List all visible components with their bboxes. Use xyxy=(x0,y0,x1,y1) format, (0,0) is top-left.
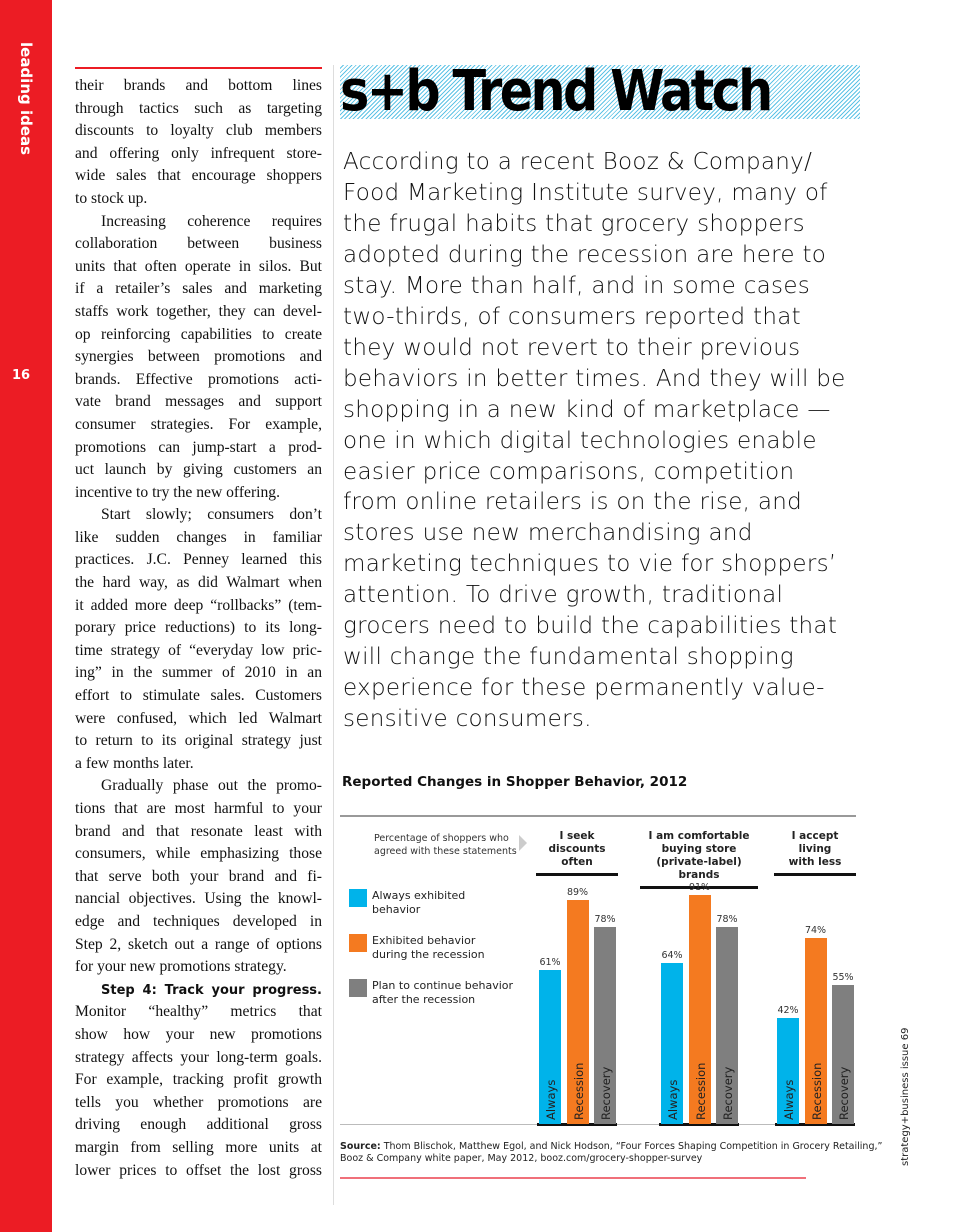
intro-line: from online retailers is on the rise, and xyxy=(343,489,803,516)
intro-line: two-thirds, of consumers reported that xyxy=(343,303,801,330)
body-line: for your new promotions strategy. xyxy=(75,958,287,976)
bar-series-label: Recession xyxy=(809,1062,824,1120)
body-line: lower prices to offset the lost gross xyxy=(75,1161,322,1179)
intro-line: one in which digital technologies enable xyxy=(343,427,817,454)
body-line: time strategy of “everyday low pric- xyxy=(75,641,322,659)
body-line: it added more deep “rollbacks” (tem- xyxy=(75,596,322,614)
intro-line: the frugal habits that grocery shoppers xyxy=(343,210,805,237)
body-line: a few months later. xyxy=(75,754,194,772)
chart-title: Reported Changes in Shopper Behavior, 2012 xyxy=(342,774,688,790)
category-header-line: I seek xyxy=(559,830,595,842)
body-line xyxy=(75,979,322,1002)
category-header-line: (private-label) brands xyxy=(656,856,742,881)
intro-line: marketing techniques to vie for shoppers’ xyxy=(343,551,837,578)
body-line: uct launch by giving customers an xyxy=(75,461,322,479)
body-line: the hard way, as did Walmart when xyxy=(75,574,322,592)
bar xyxy=(594,927,616,1124)
intro-line: sensitive consumers. xyxy=(343,706,592,733)
body-line: Start slowly; consumers don’t xyxy=(101,506,322,524)
body-line: staffs work together, they can devel- xyxy=(75,302,322,320)
bar xyxy=(832,985,854,1124)
bar-value-label: 89% xyxy=(566,886,589,898)
intro-line: will change the fundamental shopping xyxy=(343,644,794,671)
body-line: incentive to try the new offering. xyxy=(75,483,280,501)
category-header xyxy=(640,830,758,889)
category-header-line: buying store xyxy=(661,843,737,855)
chart-top-rule xyxy=(340,815,856,817)
body-line: practices. J.C. Penney learned this xyxy=(75,551,322,569)
body-line: strategy affects your long-term goals. xyxy=(75,1048,322,1066)
bar xyxy=(567,900,589,1124)
legend-swatch xyxy=(349,979,367,997)
feature-title-band xyxy=(340,59,860,124)
bar-value-label: 55% xyxy=(832,972,854,984)
body-line: driving enough additional gross xyxy=(75,1116,322,1134)
intro-line: grocers need to build the capabilities that xyxy=(343,613,838,640)
body-line: their brands and bottom lines xyxy=(75,77,322,94)
body-line: were confused, which led Walmart xyxy=(75,709,322,727)
category-header-line: with less xyxy=(788,856,842,868)
intro-line: shopping in a new kind of marketplace — xyxy=(343,396,831,423)
intro-line: easier price comparisons, competition xyxy=(343,458,795,485)
legend-label-line: Plan to continue behavior xyxy=(372,979,514,992)
body-line: Gradually phase out the promo- xyxy=(101,777,322,795)
bar-series-label: Recovery xyxy=(599,1066,613,1120)
intro-line: stores use new merchandising and xyxy=(343,520,753,547)
intro-line: behaviors in better times. And they will be xyxy=(343,365,846,392)
legend-label xyxy=(372,889,465,917)
body-line: to return to its original strategy just xyxy=(75,732,322,750)
body-line: brand and that resonate least with xyxy=(75,822,322,840)
body-line: units that often operate in silos. But xyxy=(75,257,322,275)
intro-line: they would not revert to their previous xyxy=(343,334,801,361)
footer-issue: strategy+business issue 69 xyxy=(900,1027,911,1166)
intro-line: Food Marketing Institute survey, many of xyxy=(343,179,828,206)
bar-value-label: 78% xyxy=(594,914,616,926)
legend-label-line: during the recession xyxy=(372,948,485,961)
intro-line: adopted during the recession are here to xyxy=(343,241,827,268)
body-line: For example, tracking profit growth xyxy=(75,1071,322,1089)
section-sidebar xyxy=(0,0,52,1232)
body-line: tions that are most harmful to your xyxy=(75,800,322,817)
bar-series-label: Recession xyxy=(693,1062,708,1120)
body-line: consumer strategies. For example, xyxy=(75,415,322,433)
body-line: synergies between promotions and xyxy=(75,348,322,366)
body-line: ing” in the summer of 2010 in an xyxy=(75,664,322,682)
category-header-line: I am comfortable xyxy=(648,830,750,842)
body-line: discounts to loyalty club members xyxy=(75,122,322,140)
legend-label-line: Exhibited behavior xyxy=(372,934,476,947)
bar-series-label: Always xyxy=(782,1079,796,1120)
bar-value-label: 78% xyxy=(716,914,738,926)
chart-note-line: Percentage of shoppers who xyxy=(374,833,509,844)
bottom-rule xyxy=(340,1177,806,1179)
body-line: tells you whether promotions are xyxy=(75,1093,322,1111)
bar-series-label: Always xyxy=(666,1079,680,1120)
arrow-right-icon xyxy=(519,835,527,851)
feature-title: s+b Trend Watch xyxy=(340,59,771,124)
body-line: show how your new promotions xyxy=(75,1025,322,1043)
body-column xyxy=(75,67,322,1182)
body-line: Step 2, sketch out a range of options xyxy=(75,935,322,953)
legend-label xyxy=(372,934,485,962)
legend-swatch xyxy=(349,934,367,952)
chart-source: Source: Thom Blischok, Matthew Egol, and Nick Hodson, “Four Forces Shaping Competition in Grocery Retailing,” Booz & Company white paper, May 2012, booz.com/grocery-shopper-survey xyxy=(340,1141,883,1164)
bar xyxy=(716,927,738,1124)
intro-paragraph xyxy=(343,147,863,735)
body-line: porary price reductions) to its long- xyxy=(75,619,322,637)
bar-series-label: Always xyxy=(544,1079,558,1120)
body-line: collaboration between business xyxy=(75,235,322,253)
bar-value-label: 74% xyxy=(804,924,827,936)
legend-label xyxy=(372,979,513,1007)
body-line: margin from selling more units at xyxy=(75,1138,322,1156)
chart-note xyxy=(374,832,517,858)
category-header xyxy=(774,830,856,876)
legend-label-line: behavior xyxy=(372,903,421,916)
step-heading: Step 4: Track your progress. xyxy=(101,982,322,998)
body-line: to stock up. xyxy=(75,189,148,207)
bar-value-label: 61% xyxy=(539,957,561,969)
body-line: vate brand messages and support xyxy=(75,393,322,411)
body-line: and offering only infrequent store- xyxy=(75,144,322,162)
body-line: like sudden changes in familiar xyxy=(75,528,322,546)
intro-line: attention. To drive growth, traditional xyxy=(343,582,784,609)
body-line: op reinforcing capabilities to create xyxy=(75,325,322,343)
body-line: if a retailer’s sales and marketing xyxy=(75,280,322,298)
body-line: nancial objectives. Using the knowl- xyxy=(75,890,322,908)
intro-line: stay. More than half, and in some cases xyxy=(343,272,811,299)
body-line: through tactics such as targeting xyxy=(75,99,322,117)
category-header xyxy=(536,830,618,876)
body-line: Increasing coherence requires xyxy=(101,212,322,230)
column-divider xyxy=(333,65,334,1205)
body-line: promotions can jump-start a prod- xyxy=(75,438,322,456)
bar-value-label: 64% xyxy=(661,949,683,961)
chart-note-line: agreed with these statements xyxy=(374,846,517,857)
category-header-line: I accept xyxy=(791,830,839,842)
body-line: wide sales that encourage shoppers xyxy=(75,167,322,185)
body-line: consumers, while emphasizing those xyxy=(75,845,322,863)
bar-series-label: Recovery xyxy=(837,1066,851,1120)
body-line: brands. Effective promotions acti- xyxy=(75,370,322,388)
bar xyxy=(661,963,683,1124)
bar-value-label: 91% xyxy=(688,881,711,893)
category-header-line: discounts xyxy=(548,843,606,855)
category-header-line: often xyxy=(561,856,593,868)
bar xyxy=(539,970,561,1124)
bar xyxy=(805,938,827,1124)
bar-value-label: 42% xyxy=(777,1005,799,1017)
intro-line: experience for these permanently value- xyxy=(343,675,825,702)
body-line: Monitor “healthy” metrics that xyxy=(75,1003,322,1021)
body-line: effort to stimulate sales. Customers xyxy=(75,687,322,705)
bar-series-label: Recovery xyxy=(721,1066,735,1120)
body-line: edge and techniques developed in xyxy=(75,912,322,930)
bar xyxy=(777,1018,799,1124)
intro-line: According to a recent Booz & Company/ xyxy=(343,149,813,175)
body-line: that serve both your brand and fi- xyxy=(75,867,322,885)
legend-label-line: after the recession xyxy=(372,993,476,1006)
legend-swatch xyxy=(349,889,367,907)
category-header-line: living xyxy=(798,843,832,855)
bar-series-label: Recession xyxy=(571,1062,586,1120)
bar xyxy=(689,895,711,1124)
page-number: 16 xyxy=(12,368,31,383)
legend-label-line: Always exhibited xyxy=(372,889,466,902)
